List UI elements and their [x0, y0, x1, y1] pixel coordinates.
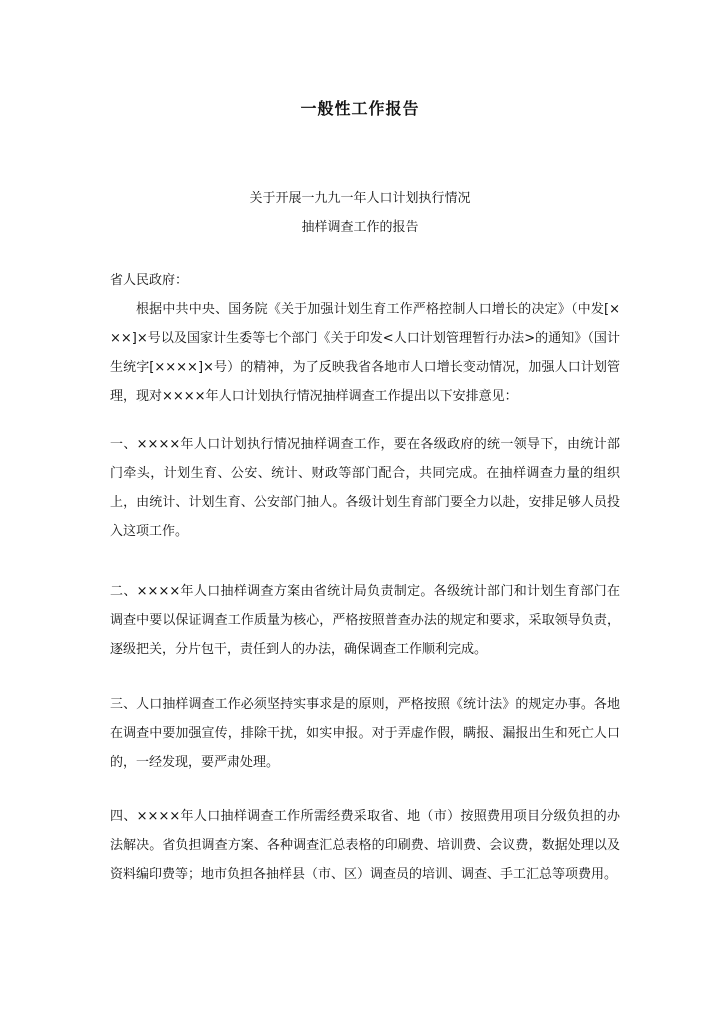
document-title: 一般性工作报告 — [300, 99, 420, 118]
item-paragraph-1: 一、××××年人口计划执行情况抽样调查工作，要在各级政府的统一领导下，由统计部门牵头，计划生育、公安、统计、财政等部门配合，共同完成。在抽样调查力量的组织上，由统计、计划生育、公安部门抽人。各级计划生育部门要全力以赴，安排足够人员投入这项工作。 — [110, 437, 620, 539]
salutation: 省人民政府： — [110, 273, 189, 288]
report-subtitle-line-2: 抽样调查工作的报告 — [301, 220, 419, 235]
intro-paragraph: 根据中共中央、国务院《关于加强计划生育工作严格控制人口增长的决定》（中发[×××]×号以及国家计生委等七个部门《关于印发<人口计划管理暂行办法>的通知》（国计生统字[××××]×号）的精神，为了反映我省各地市人口增长变动情况，加强人口计划管理，现对××××年人口计划执行情况抽样调查工作提出以下安排意见： — [110, 302, 620, 404]
item-paragraph-2: 二、××××年人口抽样调查方案由省统计局负责制定。各级统计部门和计划生育部门在调查中要以保证调查工作质量为核心，严格按照普查办法的规定和要求，采取领导负责，逐级把关，分片包干，责任到人的办法，确保调查工作顺利完成。 — [110, 584, 620, 657]
item-paragraph-4: 四、××××年人口抽样调查工作所需经费采取省、地（市）按照费用项目分级负担的办法解决。省负担调查方案、各种调查汇总表格的印刷费、培训费、会议费，数据处理以及资料编印费等；地市负担各抽样县（市、区）调查员的培训、调查、手工汇总等项费用。 — [110, 809, 620, 882]
report-subtitle-line-1: 关于开展一九九一年人口计划执行情况 — [249, 191, 471, 206]
item-paragraph-3: 三、人口抽样调查工作必须坚持实事求是的原则，严格按照《统计法》的规定办事。各地在调查中要加强宣传，排除干扰，如实申报。对于弄虚作假，瞒报、漏报出生和死亡人口的，一经发现，要严肃处理。 — [110, 697, 620, 770]
